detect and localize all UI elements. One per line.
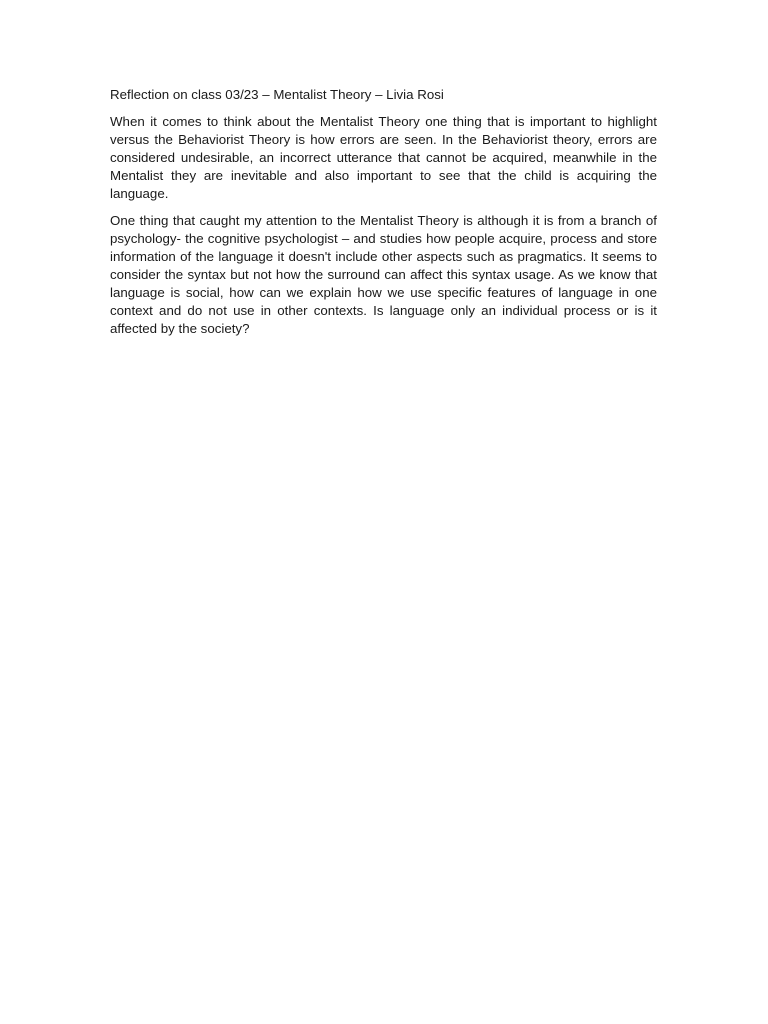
document-body	[110, 86, 657, 347]
paragraph-errors: When it comes to think about the Mentalist Theory one thing that is important to highlight versus the Behaviorist Theory is how errors are seen. In the Behaviorist theory, errors are considered undesirable, an incorrect utterance that cannot be acquired, meanwhile in the Mentalist they are inevitable and also important to see that the child is acquiring the language.	[110, 114, 657, 201]
paragraph-mentalist-attention: One thing that caught my attention to the Mentalist Theory is although it is from a branch of psychology- the cognitive psychologist – and studies how people acquire, process and store information of the language it doesn't include other aspects such as pragmatics. It seems to consider the syntax but not how the surround can affect this syntax usage. As we know that language is social, how can we explain how we use specific features of language in one context and do not use in other contexts. Is language only an individual process or is it affected by the society?	[110, 213, 657, 336]
document-title: Reflection on class 03/23 – Mentalist Theory – Livia Rosi	[110, 87, 444, 102]
